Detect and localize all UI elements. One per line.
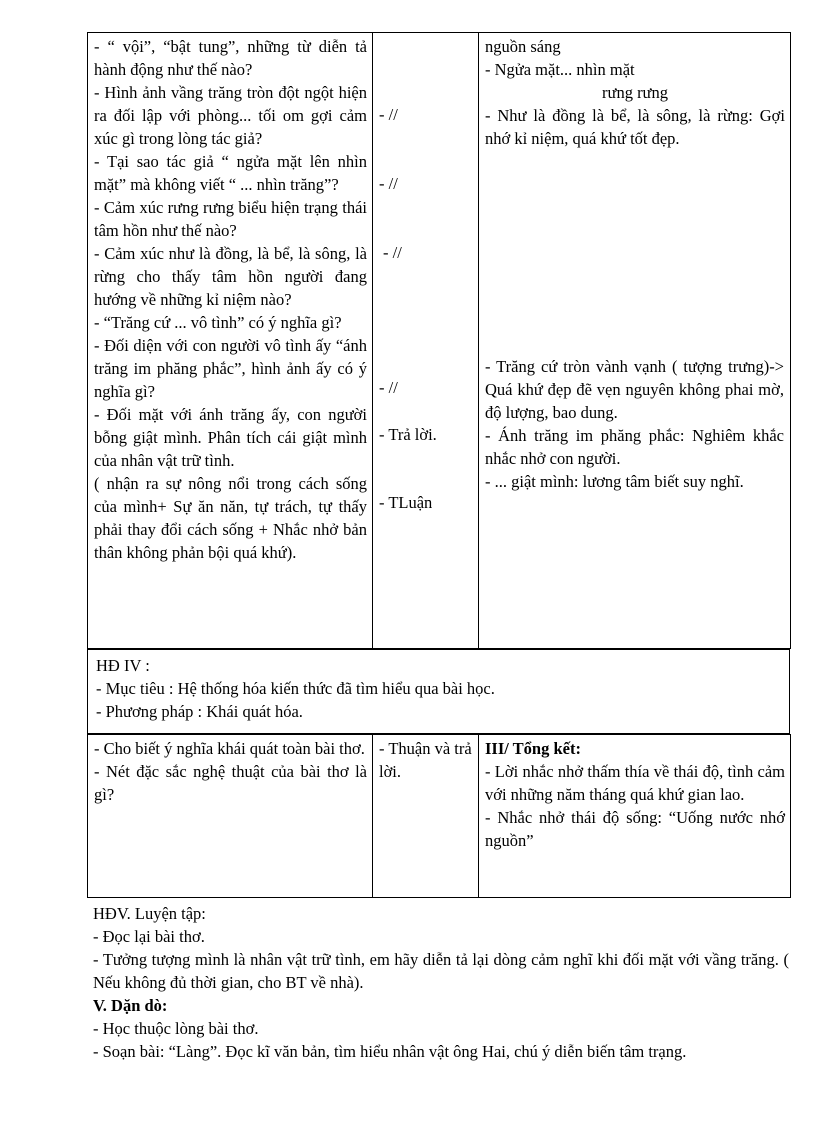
section-heading: V. Dặn dò: xyxy=(93,996,168,1015)
activity-text: - // xyxy=(383,243,402,262)
activity-4-cell xyxy=(88,650,790,734)
activity-text: - // xyxy=(379,378,398,397)
content-text: - Ngửa mặt... nhìn mặt xyxy=(485,60,635,79)
question-text: - Cảm xúc rưng rưng biểu hiện trạng thái tâm hồn như thế nào? xyxy=(94,198,367,240)
activity-text: - Thuận và trả lời. xyxy=(379,739,472,781)
after-table-section xyxy=(93,902,789,1063)
content-text: - Như là đồng là bể, là sông, là rừng: Gợi nhớ kỉ niệm, quá khứ tốt đẹp. xyxy=(485,106,785,148)
content-cell xyxy=(479,33,791,649)
content-text: - Trăng cứ tròn vành vạnh ( tượng trưng)-> Quá khứ đẹp đẽ vẹn nguyên không phai mờ, độ lượng, bao dung. xyxy=(485,357,784,422)
table-row xyxy=(88,650,790,734)
activity-text: - // xyxy=(379,105,398,124)
question-text: - Đối diện với con người vô tình ấy “ánh trăng im phăng phắc”, hình ảnh ấy có ý nghĩa gì? xyxy=(94,336,367,401)
activity-text: - TLuận xyxy=(379,493,433,512)
question-text: - Tại sao tác giả “ ngửa mặt lên nhìn mặt” mà không viết “ ... nhìn trăng”? xyxy=(94,152,367,194)
question-text: - “ vội”, “bật tung”, những từ diễn tả hành động như thế nào? xyxy=(94,37,367,79)
question-text: - Đối mặt với ánh trăng ấy, con người bỗng giật mình. Phân tích cái giật mình của nhân vật trữ tình. xyxy=(94,405,367,470)
content-text: - Nhắc nhở thái độ sống: “Uống nước nhớ nguồn” xyxy=(485,808,785,850)
activity-5-title: HĐV. Luyện tập: xyxy=(93,904,206,923)
lesson-table-2 xyxy=(87,734,791,898)
content-text: - ... giật mình: lương tâm biết suy nghĩ. xyxy=(485,472,744,491)
question-text: - Cảm xúc như là đồng, là bể, là sông, là rừng cho thấy tâm hồn người đang hướng về những kỉ niệm nào? xyxy=(94,244,367,309)
content-text: - Lời nhắc nhở thấm thía về thái độ, tình cảm với những năm tháng quá khứ gian lao. xyxy=(485,762,785,804)
question-text: - Cho biết ý nghĩa khái quát toàn bài thơ. xyxy=(94,739,365,758)
question-text: - “Trăng cứ ... vô tình” có ý nghĩa gì? xyxy=(94,313,342,332)
summary-heading: III/ Tổng kết: xyxy=(485,739,581,758)
activity-4-goal: - Mục tiêu : Hệ thống hóa kiến thức đã tìm hiểu qua bài học. xyxy=(96,679,495,698)
activity-4-box xyxy=(87,649,790,734)
content-cell xyxy=(479,735,791,898)
content-text: rưng rưng xyxy=(602,83,668,102)
teacher-questions-cell xyxy=(88,735,373,898)
content-text: nguồn sáng xyxy=(485,37,561,56)
paragraph: - Học thuộc lòng bài thơ. xyxy=(93,1019,259,1038)
lesson-table-1 xyxy=(87,32,791,649)
teacher-questions-cell xyxy=(88,33,373,649)
activity-4-title: HĐ IV : xyxy=(96,656,150,675)
table-row xyxy=(88,735,791,898)
table-row xyxy=(88,33,791,649)
activity-text: - Trả lời. xyxy=(379,425,437,444)
paragraph: - Soạn bài: “Làng”. Đọc kĩ văn bản, tìm hiểu nhân vật ông Hai, chú ý diễn biến tâm trạng. xyxy=(93,1042,687,1061)
student-activity-cell xyxy=(373,33,479,649)
paragraph: - Đọc lại bài thơ. xyxy=(93,927,205,946)
paragraph: - Tưởng tượng mình là nhân vật trữ tình, em hãy diễn tả lại dòng cảm nghĩ khi đối mặt với vầng trăng. ( Nếu không đủ thời gian, cho BT về nhà). xyxy=(93,950,789,992)
activity-text: - // xyxy=(379,174,398,193)
question-text: - Nét đặc sắc nghệ thuật của bài thơ là gì? xyxy=(94,762,367,804)
content-text: - Ánh trăng im phăng phắc: Nghiêm khắc nhắc nhở con người. xyxy=(485,426,784,468)
question-text: - Hình ảnh vầng trăng tròn đột ngột hiện ra đối lập với phòng... tối om gợi cảm xúc gì trong lòng tác giả? xyxy=(94,83,367,148)
lesson-table-container xyxy=(87,32,790,898)
activity-4-method: - Phương pháp : Khái quát hóa. xyxy=(96,702,303,721)
student-activity-cell xyxy=(373,735,479,898)
question-text: ( nhận ra sự nông nổi trong cách sống của mình+ Sự ăn năn, tự trách, tự thấy phải thay đổi cách sống + Nhắc nhở bản thân không phản bội quá khứ). xyxy=(94,474,367,562)
